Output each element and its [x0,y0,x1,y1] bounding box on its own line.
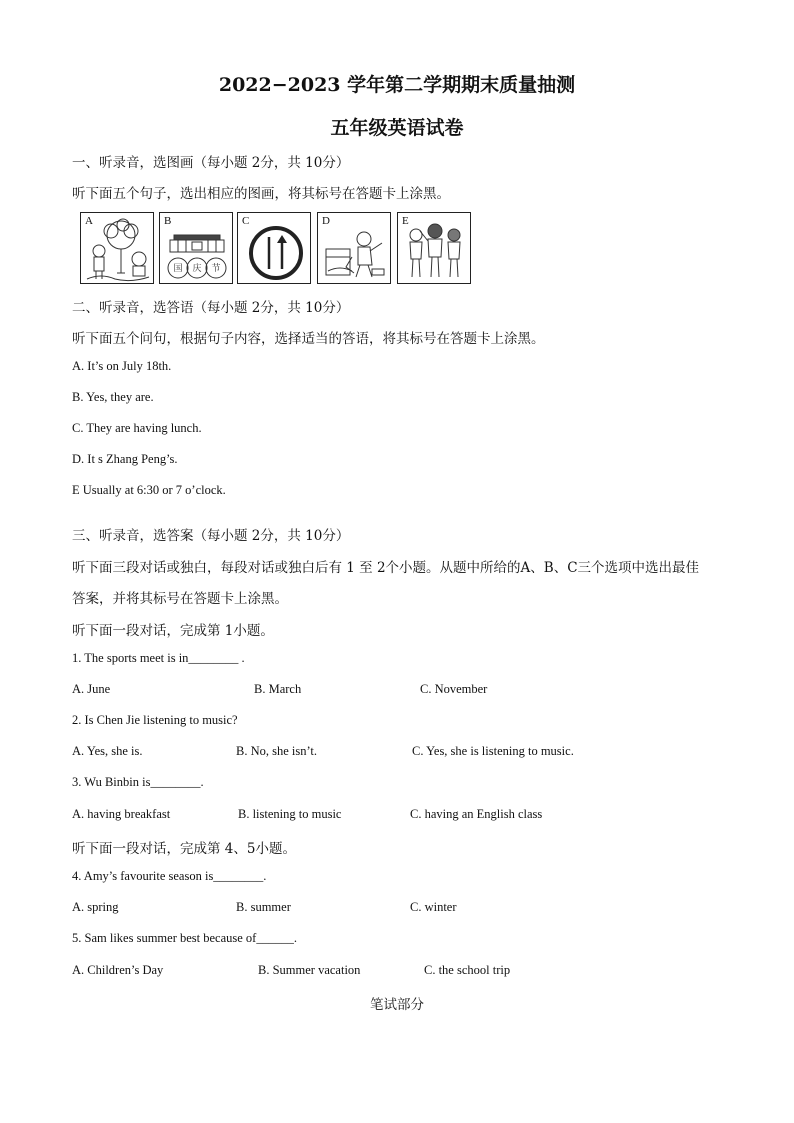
q1-option-b: B. March [254,682,302,696]
picture-e [397,212,471,284]
part2-option-d: D. It s Zhang Peng’s. [72,452,178,466]
part3-instruction-line2: 答案，并将其标号在答题卡上涂黑。 [72,591,288,607]
cooking-boy-icon [318,213,391,284]
exam-title: 2022−2023 学年第二学期期末质量抽测 [218,74,576,96]
question-5: 5. Sam likes summer best because of______. [72,931,297,945]
picture-b-char-2: 庆 [192,264,202,274]
question-3: 3. Wu Binbin is________. [72,775,204,789]
part2-heading: 二、听录音，选答语（每小题 2分，共 10分） [72,300,350,316]
part2-option-e: E Usually at 6:30 or 7 o’clock. [72,483,226,497]
question-4: 4. Amy’s favourite season is________. [72,869,267,883]
tree-children-icon [81,213,154,284]
q3-option-c: C. having an English class [410,807,543,821]
q1-option-a: A. June [72,682,111,696]
picture-a-label: A [85,215,93,227]
part1-heading: 一、听录音，选图画（每小题 2分，共 10分） [72,155,350,171]
picture-b-label: B [164,215,172,227]
q1-option-c: C. November [420,682,488,696]
q3-option-a: A. having breakfast [72,807,171,821]
dialog2-intro: 听下面一段对话，完成第 4、5小题。 [72,841,296,857]
part3-heading: 三、听录音，选答案（每小题 2分，共 10分） [72,528,350,544]
picture-b-char-1: 国 [173,264,183,274]
q2-option-b: B. No, she isn’t. [236,744,318,758]
part3-instruction-line1: 听下面三段对话或独白，每段对话或独白后有 1 至 2个小题。从题中所给的A、B、C三个选项中选出最佳 [72,560,700,576]
part2-option-c: C. They are having lunch. [72,421,202,435]
q5-option-b: B. Summer vacation [258,963,361,977]
picture-a [80,212,154,284]
q2-option-c: C. Yes, she is listening to music. [412,744,574,758]
question-2: 2. Is Chen Jie listening to music? [72,713,238,727]
picture-row [80,212,480,286]
q5-option-c: C. the school trip [424,963,511,977]
q4-option-c: C. winter [410,900,457,914]
dialog1-intro: 听下面一段对话，完成第 1小题。 [72,623,274,639]
picture-d [317,212,391,284]
exam-subtitle: 五年级英语试卷 [330,117,464,139]
national-day-icon [160,213,233,284]
part2-option-a: A. It’s on July 18th. [72,359,172,373]
question-1: 1. The sports meet is in________ . [72,651,245,665]
picture-d-label: D [322,215,330,227]
picture-c-label: C [242,215,250,227]
picture-c [237,212,311,284]
picture-e-label: E [402,215,409,227]
q2-option-a: A. Yes, she is. [72,744,143,758]
part1-instruction: 听下面五个句子，选出相应的图画，将其标号在答题卡上涂黑。 [72,186,450,202]
q4-option-b: B. summer [236,900,291,914]
q5-option-a: A. Children’s Day [72,963,164,977]
picture-b [159,212,233,284]
no-entry-sign-icon [238,213,311,284]
three-children-icon [398,213,471,284]
picture-b-char-3: 节 [211,264,221,274]
q4-option-a: A. spring [72,900,119,914]
q3-option-b: B. listening to music [238,807,342,821]
part2-option-b: B. Yes, they are. [72,390,154,404]
written-part-heading: 笔试部分 [370,997,424,1013]
part2-instruction: 听下面五个问句，根据句子内容，选择适当的答语，将其标号在答题卡上涂黑。 [72,331,545,347]
